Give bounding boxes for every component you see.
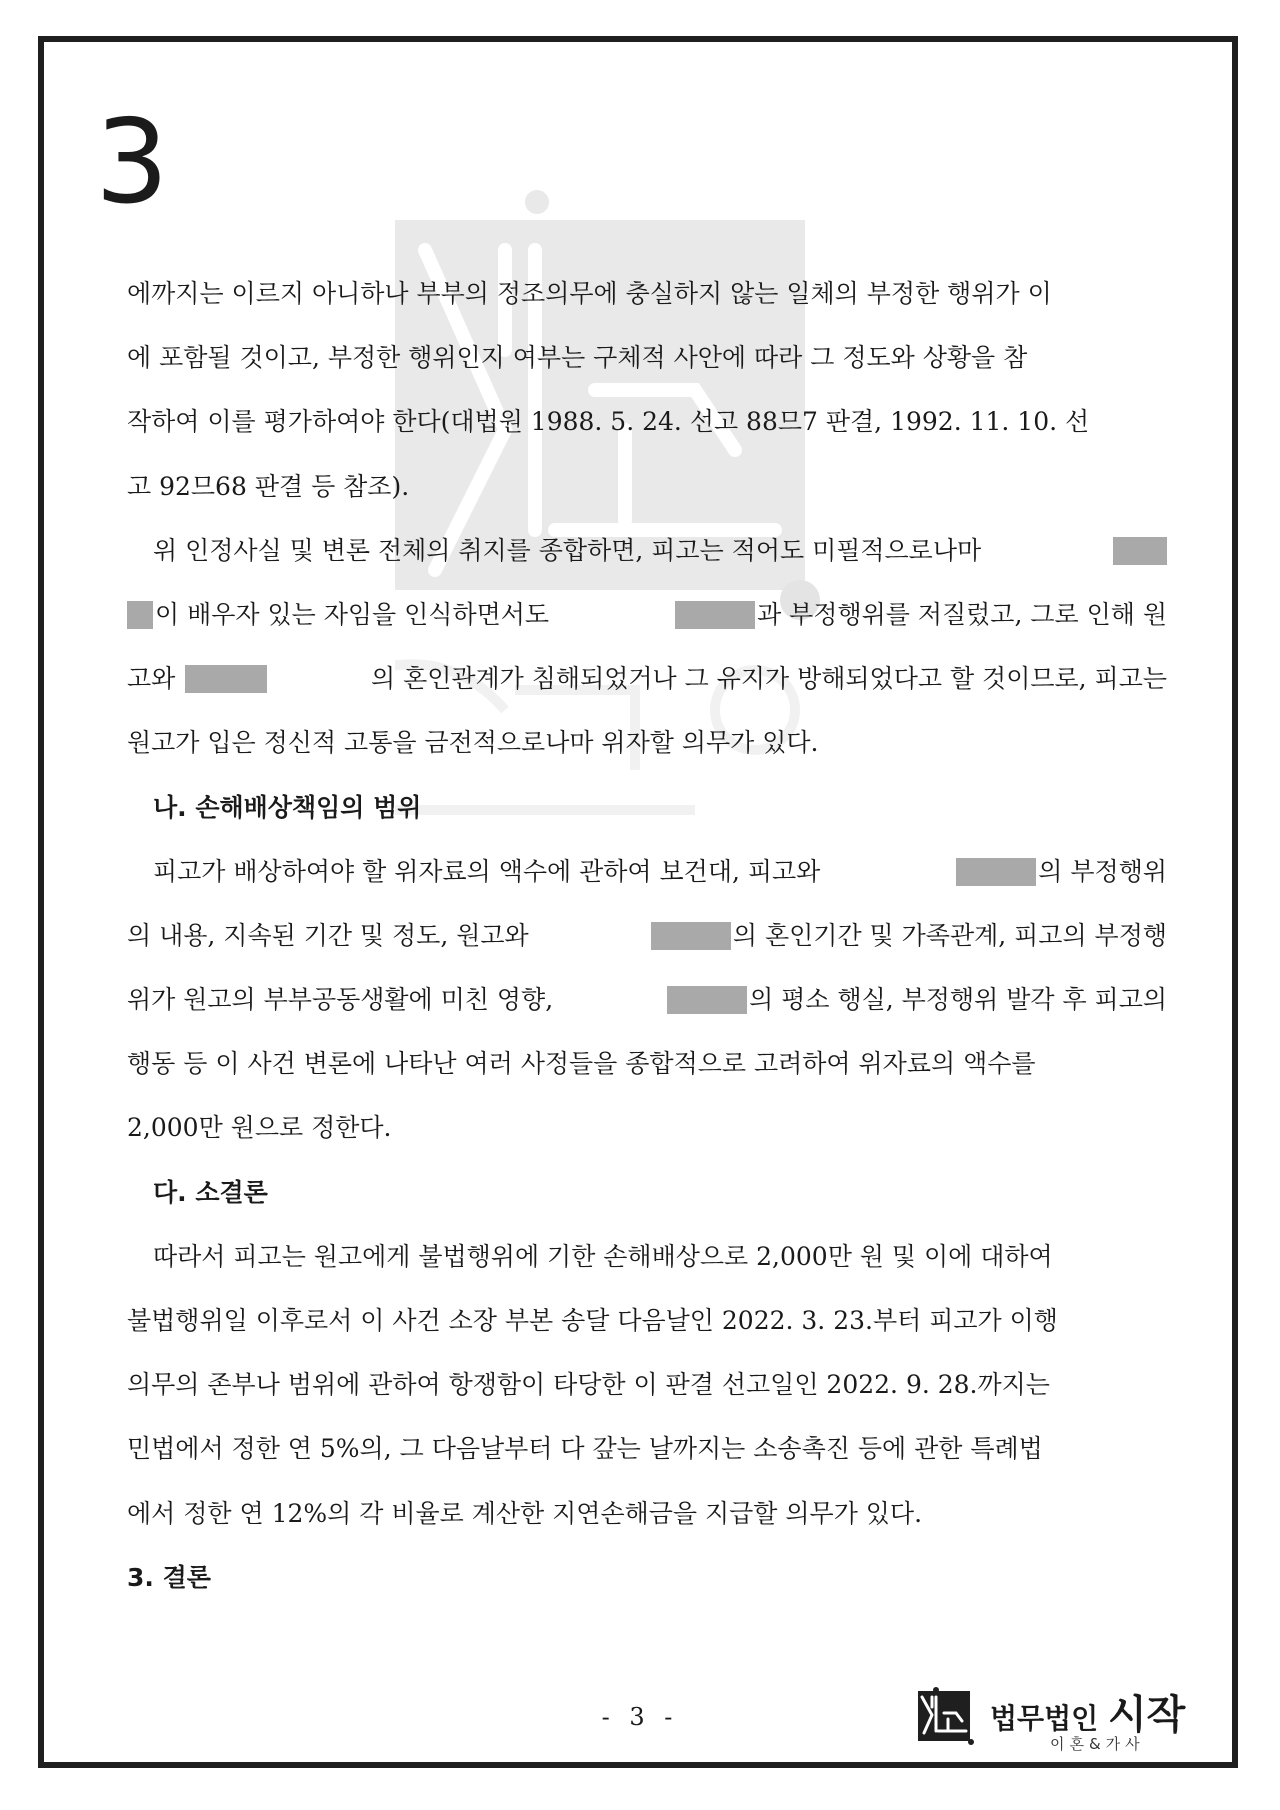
paragraph-3-line-5 — [127, 1096, 1167, 1160]
redacted-name — [651, 922, 731, 950]
text-line: 불법행위일 이후로서 이 사건 소장 부본 송달 다음날인 2022. 3. 23.부터 피고가 이행 — [127, 1306, 1058, 1335]
text-line: 원고가 입은 정신적 고통을 금전적으로나마 위자할 의무가 있다. — [127, 728, 819, 758]
paragraph-4-line-3 — [127, 1353, 1167, 1417]
text-line: 위가 원고의 부부공동생활에 미친 영향, — [127, 985, 554, 1015]
heading-text: 3. 결론 — [127, 1562, 211, 1592]
redacted-name — [667, 986, 747, 1014]
firm-logo — [918, 1683, 1208, 1753]
section-heading-na — [127, 776, 1167, 840]
text-line: 민법에서 정한 연 5%의, 그 다음날부터 다 갚는 날까지는 소송촉진 등에 관한 특례법 — [127, 1434, 1043, 1464]
paragraph-3-line-3 — [127, 968, 1167, 1032]
paragraph-2-line-3 — [127, 647, 1167, 711]
page-badge-number: 3 — [95, 95, 169, 230]
firm-name-main: 시작 — [1107, 1692, 1186, 1738]
redacted-name — [185, 665, 267, 693]
heading-text: 나. 손해배상책임의 범위 — [153, 792, 422, 822]
paragraph-4-line-2 — [127, 1289, 1167, 1353]
paragraph-3-line-2 — [127, 904, 1167, 968]
text-line: 에까지는 이르지 아니하나 부부의 정조의무에 충실하지 않는 일체의 부정한 행위가 이 — [127, 279, 1052, 308]
text-line: 의 혼인기간 및 가족관계, 피고의 부정행 — [732, 920, 1167, 950]
text-line: 에 포함될 것이고, 부정한 행위인지 여부는 구체적 사안에 따라 그 정도와 상황을 참 — [127, 343, 1028, 373]
paragraph-1-line-4 — [127, 455, 1167, 519]
text-line: 위 인정사실 및 변론 전체의 취지를 종합하면, 피고는 적어도 미필적으로나마 — [153, 535, 982, 565]
redacted-name — [956, 858, 1036, 886]
firm-logo-icon — [918, 1687, 974, 1745]
page-number: - 3 - — [601, 1703, 679, 1731]
text-line: 피고가 배상하여야 할 위자료의 액수에 관하여 보건대, 피고와 — [153, 856, 821, 886]
text-line: 따라서 피고는 원고에게 불법행위에 기한 손해배상으로 2,000만 원 및 이에 대하여 — [153, 1241, 1053, 1271]
text-line: 작하여 이를 평가하여야 한다(대법원 1988. 5. 24. 선고 88므7 판결, 1992. 11. 10. 선 — [127, 407, 1090, 437]
text-line: 2,000만 원으로 정한다. — [127, 1113, 392, 1143]
firm-tagline: 이혼&가사 — [1050, 1735, 1145, 1753]
paragraph-4-line-4 — [127, 1417, 1167, 1481]
section-heading-da — [127, 1161, 1167, 1225]
section-heading-conclusion — [127, 1546, 1167, 1610]
paragraph-4-line-5 — [127, 1482, 1167, 1546]
text-line: 행동 등 이 사건 변론에 나타난 여러 사정들을 종합적으로 고려하여 위자료의 액수를 — [127, 1049, 1036, 1079]
redacted-name — [675, 601, 755, 629]
paragraph-3-line-4 — [127, 1032, 1167, 1096]
redacted-name — [1113, 537, 1167, 565]
text-line: 의 혼인관계가 침해되었거나 그 유지가 방해되었다고 할 것이므로, 피고는 — [370, 664, 1167, 694]
paragraph-1-line-1 — [127, 262, 1167, 326]
text-line: 에서 정한 연 12%의 각 비율로 계산한 지연손해금을 지급할 의무가 있다. — [127, 1498, 923, 1528]
text-line: 이 배우자 있는 자임을 인식하면서도 — [155, 599, 550, 629]
firm-name — [990, 1683, 1185, 1740]
paragraph-2-line-2 — [127, 583, 1167, 647]
document-body — [127, 262, 1167, 1610]
text-line: 고 92므68 판결 등 참조). — [127, 471, 410, 501]
paragraph-2-line-1 — [127, 519, 1167, 583]
paragraph-2-line-4 — [127, 711, 1167, 775]
text-line: 의 부정행위 — [1038, 856, 1167, 886]
text-line: 의 평소 행실, 부정행위 발각 후 피고의 — [749, 985, 1167, 1015]
text-line: 과 부정행위를 저질렀고, 그로 인해 원 — [757, 599, 1167, 629]
redacted-name — [127, 601, 153, 629]
firm-name-prefix: 법무법인 — [990, 1702, 1099, 1735]
heading-text: 다. 소결론 — [153, 1177, 268, 1207]
text-line: 의 내용, 지속된 기간 및 정도, 원고와 — [127, 920, 529, 950]
paragraph-1-line-2 — [127, 326, 1167, 390]
paragraph-1-line-3 — [127, 390, 1167, 454]
text-line: 의무의 존부나 범위에 관하여 항쟁함이 타당한 이 판결 선고일인 2022. 9. 28.까지는 — [127, 1370, 1050, 1400]
paragraph-4-line-1 — [127, 1225, 1167, 1289]
paragraph-3-line-1 — [127, 840, 1167, 904]
text-line: 고와 — [127, 664, 176, 694]
